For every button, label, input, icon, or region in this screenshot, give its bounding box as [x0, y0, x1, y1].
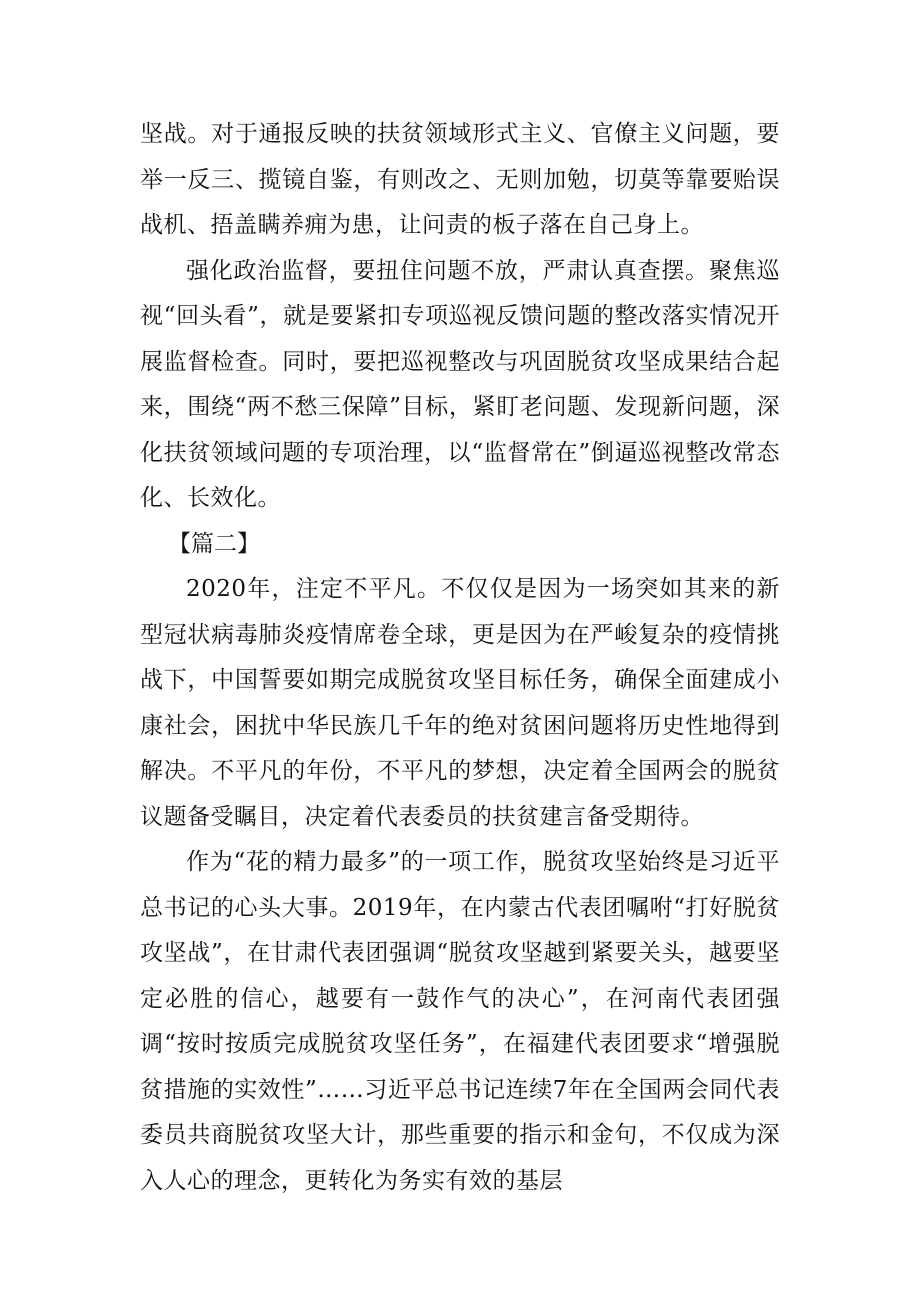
- section-heading-part-two: 【篇二】: [168, 530, 260, 557]
- paragraph-poverty-alleviation-work: 作为“花的精力最多”的一项工作，脱贫攻坚始终是习近平总书记的心头大事。2019年，在内蒙古代表团嘱咐“打好脱贫攻坚战”，在甘肃代表团强调“脱贫攻坚越到紧要关头，越要坚定必胜的信心，越要有一鼓作气的决心”，在河南代表团强调“按时按质完成脱贫攻坚任务”，在福建代表团要求“增强脱贫措施的实效性”……习近平总书记连续7年在全国两会同代表委员共商脱贫攻坚大计，那些重要的指示和金句，不仅成为深入人心的理念，更转化为务实有效的基层: [140, 849, 780, 1194]
- paragraph-2020-extraordinary: 2020年，注定不平凡。不仅仅是因为一场突如其来的新型冠状病毒肺炎疫情席卷全球，更是因为在严峻复杂的疫情挑战下，中国誓要如期完成脱贫攻坚目标任务，确保全面建成小康社会，困扰中华民族几千年的绝对贫困问题将历史性地得到解决。不平凡的年份，不平凡的梦想，决定着全国两会的脱贫议题备受瞩目，决定着代表委员的扶贫建言备受期待。: [140, 576, 780, 830]
- paragraph-continuation: 坚战。对于通报反映的扶贫领域形式主义、官僚主义问题，要举一反三、揽镜自鉴，有则改之、无则加勉，切莫等靠要贻误战机、捂盖瞒养痈为患，让问责的板子落在自己身上。: [140, 121, 780, 238]
- paragraph-political-supervision: 强化政治监督，要扭住问题不放，严肃认真查摆。聚焦巡视“回头看”，就是要紧扣专项巡视反馈问题的整改落实情况开展监督检查。同时，要把巡视整改与巩固脱贫攻坚成果结合起来，围绕“两不愁三保障”目标，紧盯老问题、发现新问题，深化扶贫领域问题的专项治理，以“监督常在”倒逼巡视整改常态化、长效化。: [140, 257, 780, 511]
- document-body: [140, 112, 780, 1204]
